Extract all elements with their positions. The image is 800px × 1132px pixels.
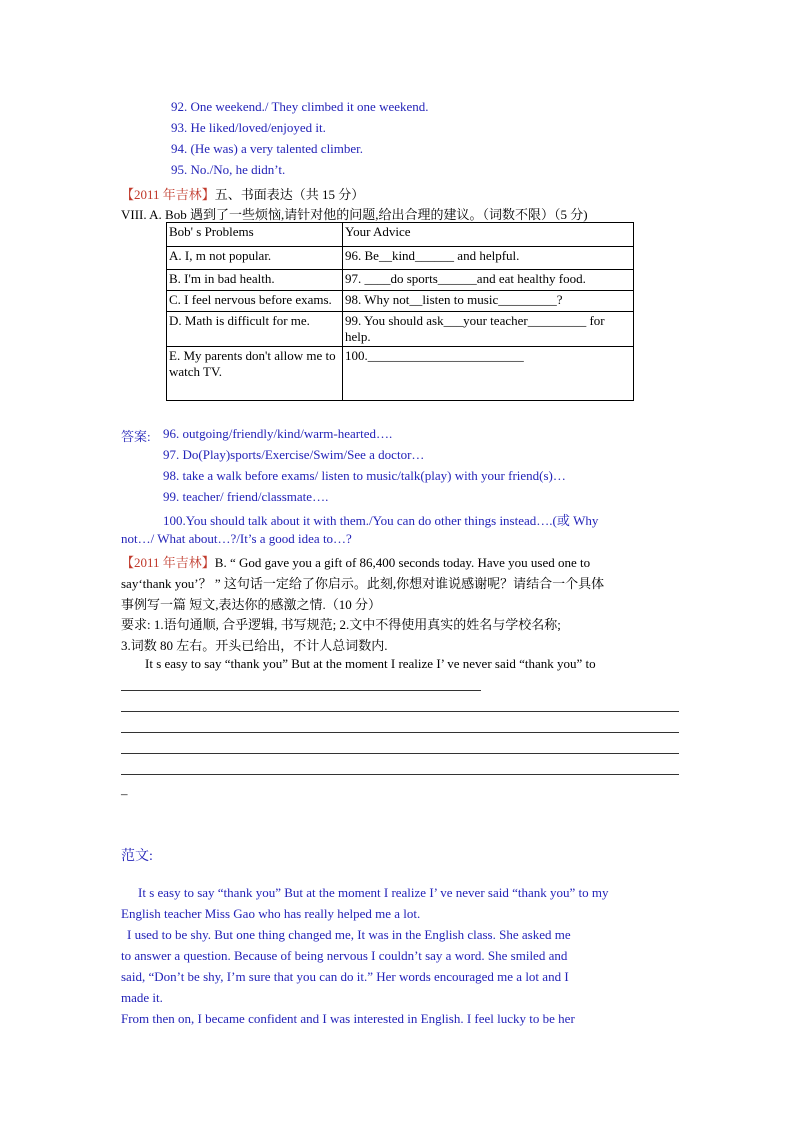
table-row <box>167 291 634 312</box>
answer-94: 94. (He was) a very talented climber. <box>171 141 364 156</box>
writing-line <box>121 690 481 691</box>
table-row <box>167 347 634 401</box>
answer-95: 95. No./No, he didn’t. <box>171 162 286 177</box>
table-cell-problem: E. My parents don't allow me to watch TV. <box>167 347 343 401</box>
model-label: 范文: <box>121 849 153 864</box>
table-cell-advice: 96. Be__kind______ and helpful. <box>343 247 634 270</box>
answer-96: 96. outgoing/friendly/kind/warm-hearted…. <box>163 426 393 441</box>
section-b-line-3: 事例写一篇 短文,表达你的感激之情.（10 分） <box>121 597 382 612</box>
answer-93: 93. He liked/loved/enjoyed it. <box>171 120 326 135</box>
table-row <box>167 270 634 291</box>
answer-92: 92. One weekend./ They climbed it one weekend. <box>171 99 429 114</box>
table-cell-advice: 98. Why not__listen to music_________? <box>343 291 634 312</box>
table-header-advice: Your Advice <box>343 223 634 247</box>
section-a-task: VIII. A. Bob 遇到了一些烦恼,请针对他的问题,给出合理的建议。（词数不限）（5 分) <box>121 207 588 222</box>
model-p2-c: said, “Don’t be shy, I’m sure that you can do it.” Her words encouraged me a lot and I <box>121 969 569 984</box>
table-cell-advice: 100.________________________ <box>343 347 634 401</box>
advice-table <box>166 222 634 401</box>
table-row <box>167 247 634 270</box>
table-cell-problem: C. I feel nervous before exams. <box>167 291 343 312</box>
writing-line <box>121 774 679 775</box>
table-cell-problem: B. I'm in bad health. <box>167 270 343 291</box>
requirement-2: 3.词数 80 左右。开头已给出，不计人总词数内. <box>121 638 388 653</box>
model-p2-b: to answer a question. Because of being nervous I couldn’t say a word. She smiled and <box>121 948 568 963</box>
model-p2-a: I used to be shy. But one thing changed me, It was in the English class. She asked me <box>127 927 571 942</box>
model-p3: From then on, I became confident and I was interested in English. I feel lucky to be her <box>121 1011 575 1026</box>
answer-100: 100.You should talk about it with them./You can do other things instead….(或 Why <box>163 513 599 528</box>
section-b-tag: 【2011 年吉林】 <box>121 555 215 570</box>
section-a-title: 五、书面表达（共 15 分） <box>214 187 365 202</box>
table-cell-advice: 97. ____do sports______and eat healthy food. <box>343 270 634 291</box>
model-p2-d: made it. <box>121 990 163 1005</box>
table-header-problems: Bob' s Problems <box>167 223 343 247</box>
table-cell-problem: A. I, m not popular. <box>167 247 343 270</box>
model-p1-b: English teacher Miss Gao who has really helped me a lot. <box>121 906 421 921</box>
section-b-text-1: B. “ God gave you a gift of 86,400 seconds today. Have you used one to <box>214 555 591 570</box>
trailing-dash: – <box>121 786 128 801</box>
table-cell-advice: 99. You should ask___your teacher_________ for help. <box>343 312 634 347</box>
writing-line <box>121 753 679 754</box>
section-a-tag: 【2011 年吉林】 <box>121 187 215 202</box>
answer-98: 98. take a walk before exams/ listen to music/talk(play) with your friend(s)… <box>163 468 566 483</box>
section-a-heading <box>121 184 364 203</box>
section-b-line-1 <box>121 552 590 571</box>
writing-line <box>121 711 679 712</box>
answer-97: 97. Do(Play)sports/Exercise/Swim/See a doctor… <box>163 447 425 462</box>
answer-99: 99. teacher/ friend/classmate…. <box>163 489 329 504</box>
table-header-row <box>167 223 634 247</box>
table-cell-problem: D. Math is difficult for me. <box>167 312 343 347</box>
opening-sentence: It s easy to say “thank you” But at the moment I realize I’ ve never said “thank you” to <box>145 656 596 671</box>
answer-100-cont: not…/ What about…?/It’s a good idea to…? <box>121 531 352 546</box>
answers-label: 答案: <box>121 429 151 444</box>
section-b-line-2: say‘thank you’？ ” 这句话一定给了你启示。此刻,你想对谁说感谢呢？请结合一个具体 <box>121 576 605 591</box>
model-p1-a: It s easy to say “thank you” But at the moment I realize I’ ve never said “thank you” to my <box>138 885 609 900</box>
writing-line <box>121 732 679 733</box>
requirement-1: 要求: 1.语句通顺, 合乎逻辑, 书写规范; 2.文中不得使用真实的姓名与学校名称; <box>121 617 561 632</box>
table-row <box>167 312 634 347</box>
